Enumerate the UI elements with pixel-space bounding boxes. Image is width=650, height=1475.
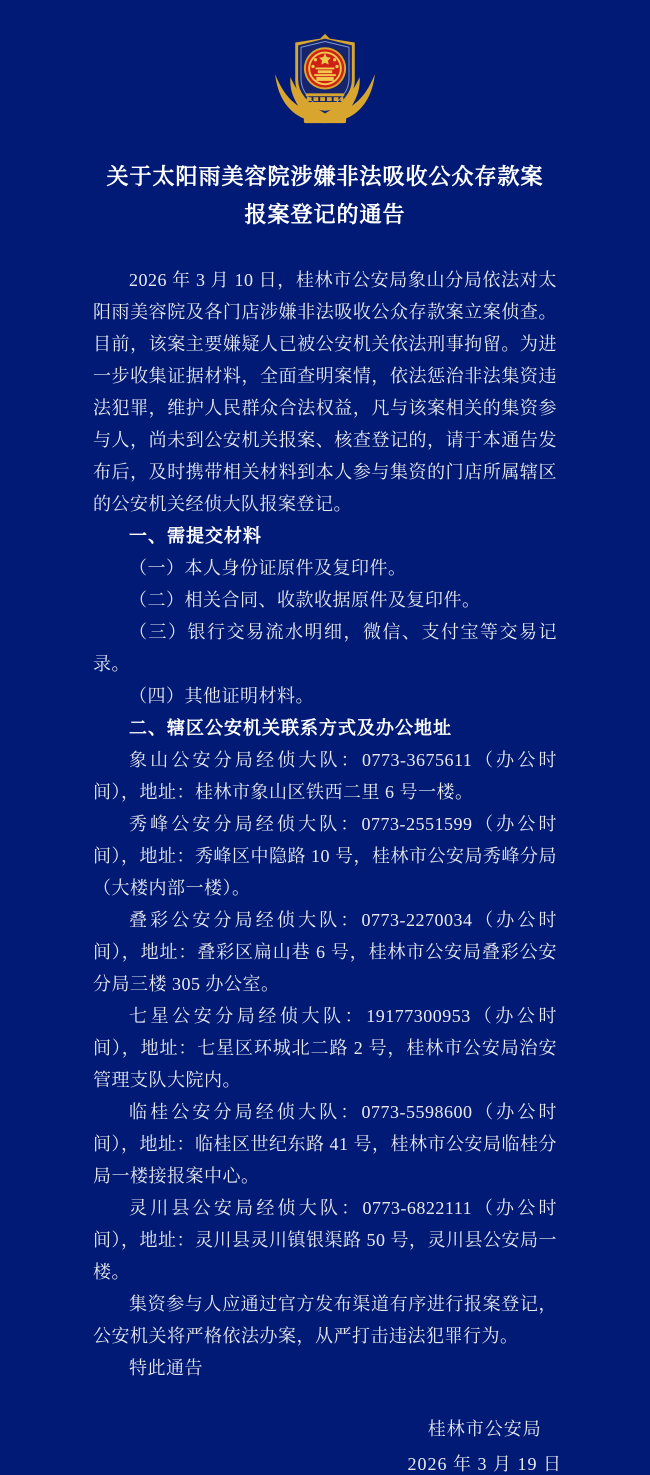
signature-area <box>0 1412 650 1475</box>
material-item-4: （四）其他证明材料。 <box>129 686 314 706</box>
title-line1: 关于太阳雨美容院涉嫌非法吸收公众存款案 <box>106 164 544 189</box>
material-item-1: （一）本人身份证原件及复印件。 <box>129 558 407 578</box>
title-line2: 报案登记的通告 <box>244 202 406 227</box>
notice-body <box>0 264 650 1384</box>
material-item-2: （二）相关合同、收款收据原件及复印件。 <box>129 590 481 610</box>
intro-paragraph: 2026 年 3 月 10 日，桂林市公安局象山分局依法对太阳雨美容院及各门店涉嫌非法吸收公众存款案立案侦查。目前，该案主要嫌疑人已被公安机关依法刑事拘留。为进一步收集证据材料，全面查明案情，依法惩治非法集资违法犯罪，维护人民群众合法权益，凡与该案相关的集资参与人，尚未到公安机关报案、核查登记的，请于本通告发布后，及时携带相关材料到本人参与集资的门店所属辖区的公安机关经侦大队报案登记。 <box>93 270 557 514</box>
page-title <box>40 158 610 234</box>
contact-qixing: 七星公安分局经侦大队：19177300953（办公时间），地址：七星区环城北二路 2 号，桂林市公安局治安管理支队大院内。 <box>93 1006 557 1090</box>
material-item-3: （三）银行交易流水明细，微信、支付宝等交易记录。 <box>93 622 557 674</box>
police-emblem-icon <box>266 30 384 126</box>
notice-statement: 特此通告 <box>129 1358 203 1378</box>
closing-paragraph: 集资参与人应通过官方发布渠道有序进行报案登记，公安机关将严格依法办案，从严打击违法犯罪行为。 <box>93 1294 557 1346</box>
contact-lingchuan: 灵川县公安局经侦大队：0773-6822111（办公时间），地址：灵川县灵川镇银渠路 50 号，灵川县公安局一楼。 <box>93 1198 557 1282</box>
signature-block <box>408 1412 563 1475</box>
contact-lingui: 临桂公安分局经侦大队：0773-5598600（办公时间），地址：临桂区世纪东路 41 号，桂林市公安局临桂分局一楼接报案中心。 <box>93 1102 557 1186</box>
issue-date: 2026 年 3 月 19 日 <box>407 1454 562 1474</box>
contact-diecai: 叠彩公安分局经侦大队：0773-2270034（办公时间），地址：叠彩区扁山巷 6 号，桂林市公安局叠彩公安分局三楼 305 办公室。 <box>93 910 557 994</box>
issuer-name: 桂林市公安局 <box>427 1419 542 1439</box>
section2-heading: 二、辖区公安机关联系方式及办公地址 <box>129 718 452 738</box>
contact-xiangshan: 象山公安分局经侦大队：0773-3675611（办公时间），地址：桂林市象山区铁西二里 6 号一楼。 <box>93 750 557 802</box>
section1-heading: 一、需提交材料 <box>129 526 262 546</box>
contact-xiufeng: 秀峰公安分局经侦大队：0773-2551599（办公时间），地址：秀峰区中隐路 10 号，桂林市公安局秀峰分局（大楼内部一楼）。 <box>93 814 557 898</box>
